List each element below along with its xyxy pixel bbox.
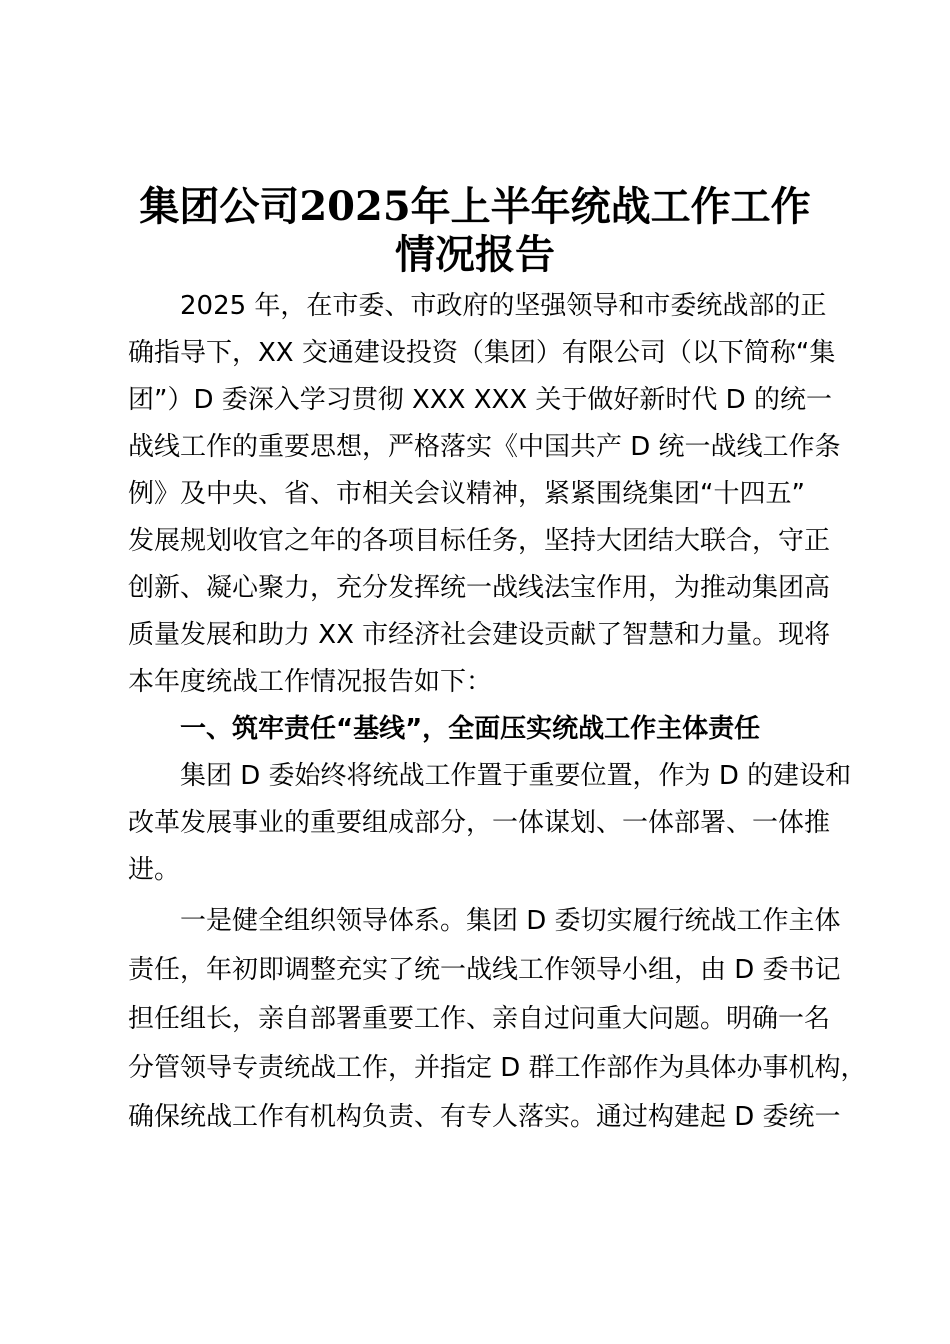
document-title-line-2: 情况报告 <box>395 231 555 278</box>
paragraph-line: 担任组长，亲自部署重要工作、亲自过问重大问题。明确一名 <box>128 1004 831 1034</box>
paragraph-line: 分管领导专责统战工作，并指定 D 群工作部作为具体办事机构， <box>128 1053 867 1083</box>
paragraph-line: 2025 年，在市委、市政府的坚强领导和市委统战部的正 <box>128 291 827 321</box>
paragraph-line: 责任，年初即调整充实了统一战线工作领导小组，由 D 委书记 <box>128 955 841 985</box>
paragraph-line: 战线工作的重要思想，严格落实《中国共产 D 统一战线工作条 <box>128 432 841 462</box>
paragraph-line: 团”）D 委深入学习贯彻 XXX XXX 关于做好新时代 D 的统一 <box>128 385 832 415</box>
paragraph-line: 确保统战工作有机构负责、有专人落实。通过构建起 D 委统一 <box>128 1102 841 1132</box>
paragraph-line: 一是健全组织领导体系。集团 D 委切实履行统战工作主体 <box>128 906 841 936</box>
paragraph-line: 集团 D 委始终将统战工作置于重要位置，作为 D 的建设和 <box>128 761 852 791</box>
document-title-line-1: 集团公司2025年上半年统战工作工作 <box>139 183 811 230</box>
paragraph-line: 发展规划收官之年的各项目标任务，坚持大团结大联合，守正 <box>128 526 831 556</box>
paragraph-line: 例》及中央、省、市相关会议精神，紧紧围绕集团“十四五” <box>128 479 805 509</box>
paragraph-line: 确指导下，XX 交通建设投资（集团）有限公司（以下简称“集 <box>128 338 836 368</box>
paragraph-line: 创新、凝心聚力，充分发挥统一战线法宝作用，为推动集团高 <box>128 573 831 603</box>
paragraph-line: 改革发展事业的重要组成部分，一体谋划、一体部署、一体推 <box>128 808 831 838</box>
paragraph-line: 本年度统战工作情况报告如下： <box>128 667 493 697</box>
paragraph-line: 质量发展和助力 XX 市经济社会建设贡献了智慧和力量。现将 <box>128 620 831 650</box>
paragraph-line: 进。 <box>128 855 181 885</box>
section-heading: 一、筑牢责任“基线”，全面压实统战工作主体责任 <box>128 714 761 744</box>
